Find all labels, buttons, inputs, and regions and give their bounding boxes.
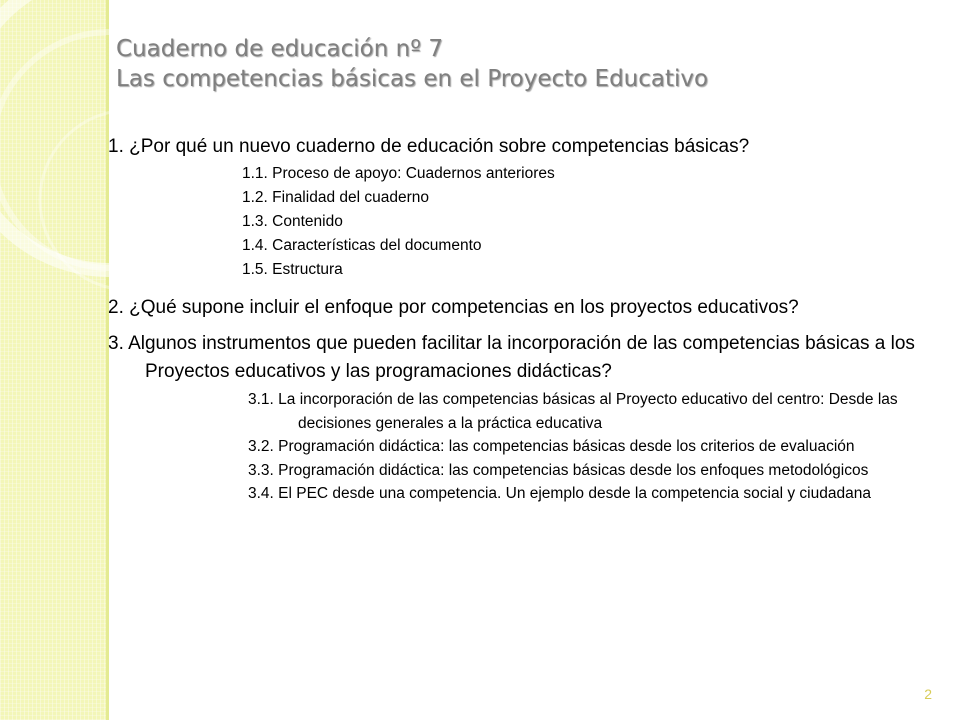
table-of-contents bbox=[108, 134, 953, 506]
title-line-2: Las competencias básicas en el Proyecto Educativo bbox=[116, 66, 709, 92]
list-item: 1.3. Contenido bbox=[242, 213, 343, 230]
title-line-1: Cuaderno de educación nº 7 bbox=[116, 36, 443, 62]
list-item: 1.5. Estructura bbox=[242, 261, 343, 278]
slide-title bbox=[116, 34, 708, 94]
list-item: 1.4. Características del documento bbox=[242, 237, 482, 254]
list-item: 1.2. Finalidad del cuaderno bbox=[242, 189, 429, 206]
section-1-items bbox=[108, 162, 953, 282]
page-number: 2 bbox=[924, 686, 932, 702]
list-item: 1.1. Proceso de apoyo: Cuadernos anteriores bbox=[242, 165, 555, 182]
list-item: 3.1. La incorporación de las competencias básicas al Proyecto educativo del centro: Desde las decisiones generales a la práctica educativa bbox=[248, 391, 898, 432]
section-1-heading: 1. ¿Por qué un nuevo cuaderno de educación sobre competencias básicas? bbox=[108, 136, 750, 157]
section-2-heading: 2. ¿Qué supone incluir el enfoque por competencias en los proyectos educativos? bbox=[108, 297, 799, 318]
decorative-side-band bbox=[0, 0, 106, 720]
list-item: 3.3. Programación didáctica: las competencias básicas desde los enfoques metodológicos bbox=[248, 461, 869, 479]
section-3-heading: 3. Algunos instrumentos que pueden facilitar la incorporación de las competencias básicas a los Proyectos educativos y las programaciones didácticas? bbox=[108, 333, 915, 382]
list-item: 3.4. El PEC desde una competencia. Un ejemplo desde la competencia social y ciudadana bbox=[248, 485, 871, 502]
list-item: 3.2. Programación didáctica: las competencias básicas desde los criterios de evaluación bbox=[248, 438, 855, 455]
section-3-items bbox=[108, 388, 953, 506]
